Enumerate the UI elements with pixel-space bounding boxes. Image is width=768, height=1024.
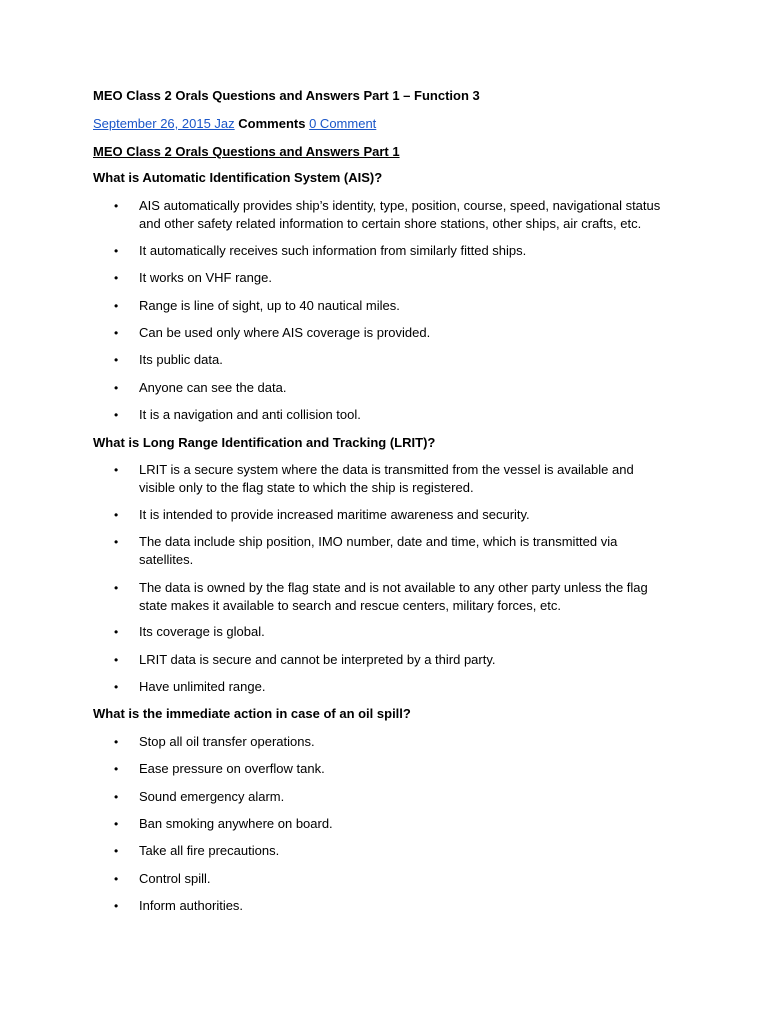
list-item: • LRIT data is secure and cannot be interpreted by a third party. [114, 652, 496, 667]
post-subtitle: MEO Class 2 Orals Questions and Answers Part 1 [93, 144, 400, 159]
list-item: • Have unlimited range. [114, 679, 266, 694]
list-item: • Inform authorities. [114, 898, 244, 913]
bullet-icon: • [114, 326, 119, 340]
list-item: • It works on VHF range. [114, 270, 272, 285]
comments-label: Comments [238, 116, 306, 131]
section-question-lrit: What is Long Range Identification and Tracking (LRIT)? [93, 435, 436, 450]
bullet-icon: • [114, 762, 119, 776]
bullet-icon: • [114, 353, 119, 367]
list-item: • LRIT is a secure system where the data is transmitted from the vessel is available and visible only to the flag state to which the ship is registered. [114, 462, 634, 495]
section-question-ais: What is Automatic Identification System (AIS)? [93, 170, 383, 185]
comment-count-link[interactable]: 0 Comment [309, 116, 377, 131]
list-item: • Take all fire precautions. [114, 843, 280, 858]
list-item: • Anyone can see the data. [114, 380, 287, 395]
list-item: • The data include ship position, IMO number, date and time, which is transmitted via satellites. [114, 534, 618, 567]
list-item: • Control spill. [114, 871, 211, 886]
list-item: • It is a navigation and anti collision tool. [114, 407, 361, 422]
list-item: • Ease pressure on overflow tank. [114, 761, 325, 776]
bullet-icon: • [114, 463, 119, 477]
list-item: • Sound emergency alarm. [114, 789, 285, 804]
list-item: • Ban smoking anywhere on board. [114, 816, 333, 831]
list-item: • Its coverage is global. [114, 624, 265, 639]
bullet-icon: • [114, 790, 119, 804]
list-item: • Stop all oil transfer operations. [114, 734, 315, 749]
bullet-icon: • [114, 244, 119, 258]
post-meta [93, 115, 376, 133]
list-item: • Range is line of sight, up to 40 nautical miles. [114, 298, 400, 313]
bullet-icon: • [114, 625, 119, 639]
list-item: • AIS automatically provides ship’s identity, type, position, course, speed, navigational status and other safety related information to certain shore stations, other ships, air crafts, etc. [114, 198, 661, 231]
bullet-icon: • [114, 381, 119, 395]
bullet-icon: • [114, 508, 119, 522]
bullet-icon: • [114, 653, 119, 667]
list-item: • It is intended to provide increased maritime awareness and security. [114, 507, 530, 522]
post-date-author-link[interactable]: September 26, 2015 Jaz [93, 116, 235, 131]
list-item: • The data is owned by the flag state and is not available to any other party unless the flag state makes it available to search and rescue centers, military forces, etc. [114, 580, 648, 613]
bullet-icon: • [114, 408, 119, 422]
bullet-icon: • [114, 899, 119, 913]
list-item: • Its public data. [114, 352, 223, 367]
bullet-icon: • [114, 844, 119, 858]
bullet-icon: • [114, 680, 119, 694]
bullet-icon: • [114, 199, 119, 213]
list-item: • It automatically receives such information from similarly fitted ships. [114, 243, 527, 258]
section-question-oil-spill: What is the immediate action in case of an oil spill? [93, 706, 411, 721]
list-item: • Can be used only where AIS coverage is provided. [114, 325, 431, 340]
document-title: MEO Class 2 Orals Questions and Answers Part 1 – Function 3 [93, 88, 480, 103]
bullet-icon: • [114, 535, 119, 549]
bullet-icon: • [114, 817, 119, 831]
bullet-icon: • [114, 299, 119, 313]
bullet-icon: • [114, 581, 119, 595]
bullet-icon: • [114, 271, 119, 285]
bullet-icon: • [114, 872, 119, 886]
bullet-icon: • [114, 735, 119, 749]
